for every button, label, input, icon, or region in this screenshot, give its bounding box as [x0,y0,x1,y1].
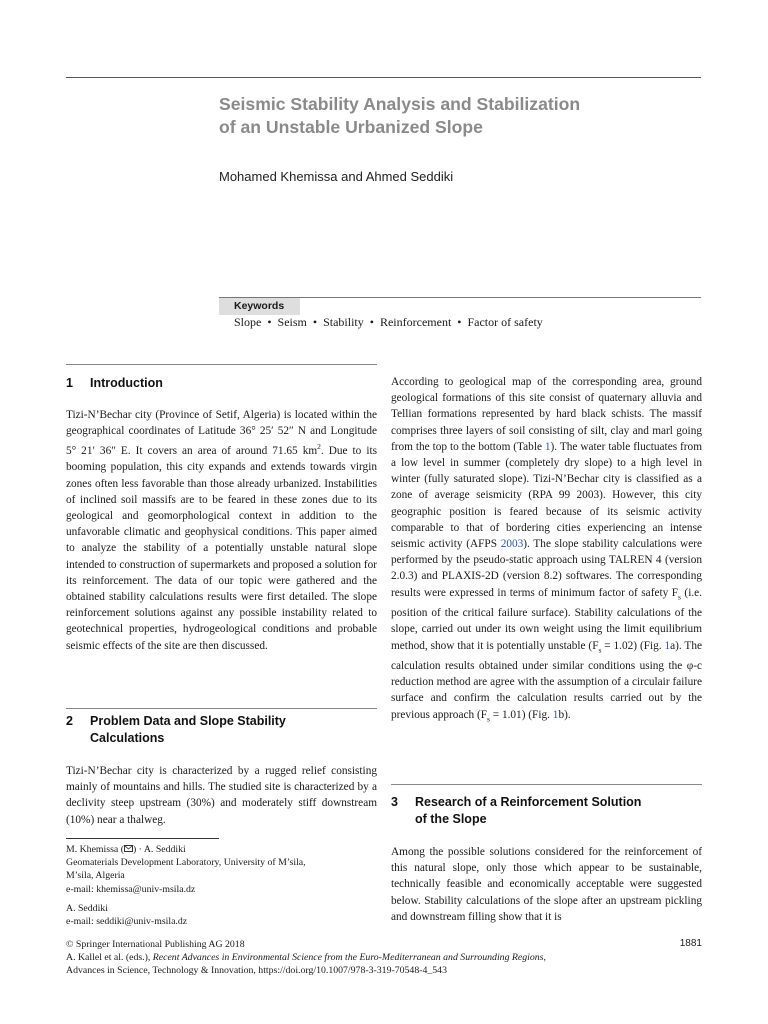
affiliation-line: M’sila, Algeria [66,870,125,882]
section-rule [66,708,377,709]
text-run: According to geological map of the corresponding area, ground geological formations of this site consist of quaternary alluvia and Tellian formations represented by hard black schists. The massif comprises three layers of soil consisting of silt, clay and marl going from the top to the bottom (Table [391,376,702,453]
series-doi-line: Advances in Science, Technology & Innovation, https://doi.org/10.1007/978-3-319-70548-4_543 [66,965,447,977]
figure-reference-link[interactable]: 1 [664,639,671,652]
section-title-line-2: of the Slope [415,812,487,826]
text-run: a). The calculation results obtained under similar conditions using the φ-c reduction method are agree with the assumption of a circulair failure surface and confirm the calculation results carried out by the previous approach (F [391,639,702,721]
section-title: Introduction [90,376,163,390]
keyword: Seism [277,315,307,329]
keyword-separator: • [312,315,318,329]
affiliation-line: Geomaterials Development Laboratory, University of M’sila, [66,857,306,869]
section-number: 3 [391,795,398,809]
paper-title [219,93,699,139]
text-run: ). The slope stability calculations were performed by the pseudo-static approach using TALREN 4 (version 2.0.3) and PLAXIS-2D (version 8.2) softwares. The corresponding results were expressed in terms of minimum factor of safety F [391,538,702,599]
text-run: b). [558,708,571,721]
text-run: M. Khemissa ( [66,844,124,855]
email-line: e-mail: seddiki@univ-msila.dz [66,916,188,928]
keyword-separator: • [369,315,374,329]
text-run: = 1.01) (Fig. [489,708,553,721]
subscript: s [487,713,490,723]
citation-link[interactable]: 2003 [500,538,524,551]
keyword: Stability [323,315,364,329]
keyword: Reinforcement [379,315,452,329]
author-affiliations [66,843,377,928]
section-rule [391,784,702,785]
top-rule [66,77,701,78]
section-rule [66,364,377,365]
subscript: s [598,644,602,654]
author-name-line: A. Seddiki [66,902,108,914]
reinforcement-paragraph [391,844,702,925]
envelope-icon [124,845,133,852]
copyright-footer [66,938,702,978]
section-title-line-1: Problem Data and Slope Stability [90,714,286,728]
email-line: e-mail: khemissa@univ-msila.dz [66,883,196,895]
keywords-list [234,315,543,330]
subscript: s [678,591,681,601]
right-column-paragraph [391,374,702,727]
book-title: Recent Advances in Environmental Science from the Euro-Mediterranean and Surrounding Regions [152,952,544,964]
keyword: Factor of safety [467,315,543,329]
text-run: ). The water table fluctuates from a low level in summer (completely dry slope) to a high level in winter (fully saturated slope). Tizi-N’Bechar city is classified as a zone of average seismicity (RPA 99 2003). However, this city geographic position is feared because of its seismic activity comparable to that of bordering cities experiencing an intense seismic activity (AFPS [391,440,702,551]
section-number: 2 [66,714,73,728]
copyright-line: © Springer International Publishing AG 2018 [66,939,245,950]
text-run: . Due to its booming population, this city expands and extends towards virgin zones often less favorable than those already urbanized. Instabilities of inclined soil massifs are to be feared in these zones due to its geological and geomorphological context in addition to the unfavorable climatic and geophysical conditions. This paper aimed to analyze the stability of a potentially unstable natural slope intended to construction of supermarkets and proposed a solution for its reinforcement. The data of our topic were gathered and the obtained stability calculations results were first detailed. The slope reinforcement solutions against any possible instability related to geotechnical properties, hydrogeological conditions and probable seismic effects of the site are then discussed. [66,445,377,652]
section-number: 1 [66,376,73,390]
section-title-line-1: Research of a Reinforcement Solution [415,795,642,809]
keyword: Slope [234,315,262,329]
text-run: ) · A. Seddiki [132,844,186,855]
text-run: = 1.02) (Fig. [601,639,665,652]
introduction-paragraph [66,407,377,654]
text-run: Tizi-N’Bechar city (Province of Setif, Algeria) is located within the geographical coordinates of Latitude 36° 25′ 52″ N and Longitude 5° 21′ 36″ E. It covers an area of around 71.65 km [66,409,377,458]
authors: Mohamed Khemissa and Ahmed Seddiki [219,169,454,184]
text-run: (i.e. position of the critical failure surface). Stability calculations of the slope, carried out under its own weight using the limit equilibrium method, show that it is potentially unstable (F [391,586,702,652]
keywords-label: Keywords [219,298,300,315]
keyword-separator: • [267,315,272,329]
keyword-separator: • [457,315,462,329]
text-run: A. Kallel et al. (eds.), [66,952,153,964]
text-run: , [543,952,546,964]
title-line-1: Seismic Stability Analysis and Stabilization [219,94,581,114]
section-heading-problem-data [66,713,377,747]
text-run: Tizi-N’Bechar city is characterized by a rugged relief consisting mainly of mountains and hills. The studied site is characterized by a declivity steep upstream (30%) and moderately stiff downstream (10%) near a thalweg. [66,765,377,826]
page-number: 1881 [679,938,702,949]
problem-paragraph [66,763,377,828]
footnote-rule [66,838,219,839]
figure-reference-link[interactable]: 1 [552,708,559,721]
section-heading-introduction [66,375,377,392]
superscript: 2 [317,442,321,452]
table-reference-link[interactable]: 1 [544,440,551,453]
section-heading-reinforcement [391,794,702,828]
title-line-2: of an Unstable Urbanized Slope [219,117,483,137]
section-title-line-2: Calculations [90,731,165,745]
text-run: Among the possible solutions considered for the reinforcement of this natural slope, only those which appear to be sustainable, technically feasible and economically acceptable were suggested below. Stability calculations of the slope after an upstream pickling and downstream filling show that it is [391,846,702,923]
